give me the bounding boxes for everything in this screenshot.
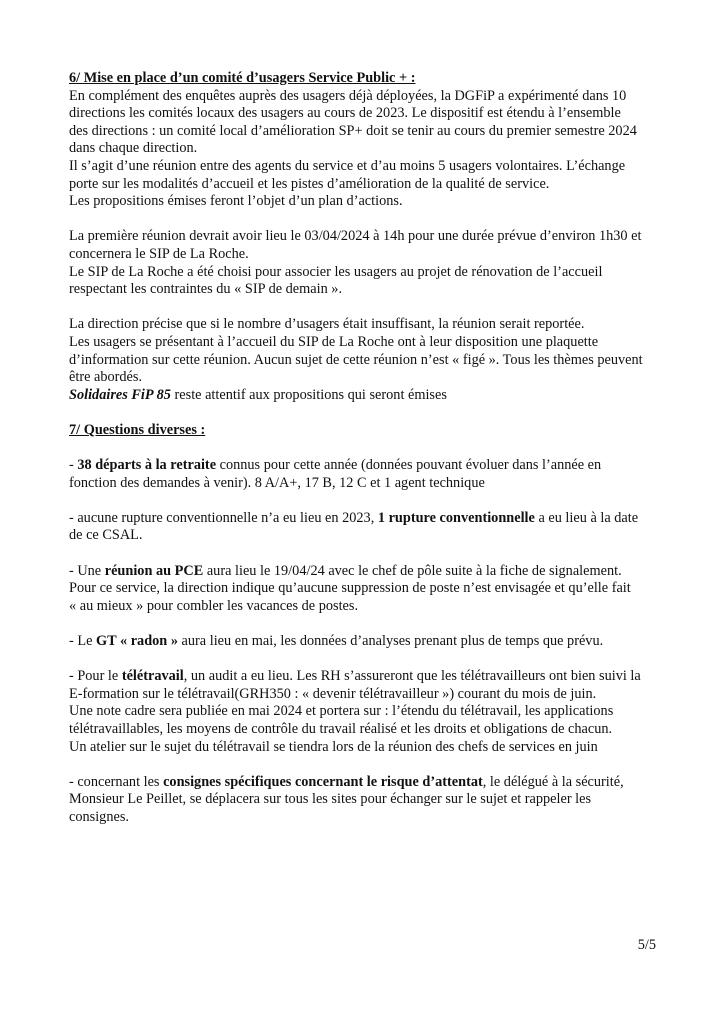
text-line: E-formation sur le télétravail(GRH350 : « devenir télétravailleur ») courant du mois de juin. <box>69 685 597 702</box>
item-highlight: 1 rupture conventionnelle <box>377 509 535 526</box>
section-7-heading: 7/ Questions diverses : <box>69 421 206 438</box>
text-line: fonction des demandes à venir). 8 A/A+, 17 B, 12 C et 1 agent technique <box>69 474 485 491</box>
paragraph-spacer <box>69 545 669 563</box>
item-text: a eu lieu à la date <box>534 509 639 526</box>
item-prefix: - <box>69 457 78 474</box>
text-line: porte sur les modalités d’accueil et les pistes d’amélioration de la qualité de service. <box>69 175 550 192</box>
paragraph-spacer <box>69 492 669 510</box>
item-text: , un audit a eu lieu. Les RH s’assureront que les télétravailleurs ont bien suivi la <box>183 668 641 685</box>
pce-meeting-item <box>69 563 669 616</box>
item-prefix: - Pour le <box>69 668 122 685</box>
text-line <box>69 774 669 792</box>
text-line: Le SIP de La Roche a été choisi pour associer les usagers au projet de rénovation de l’accueil <box>69 263 603 280</box>
text-line <box>69 457 669 475</box>
text-line: concernera le SIP de La Roche. <box>69 245 249 262</box>
item-text: - concernant les <box>69 773 164 790</box>
retirement-item <box>69 457 669 492</box>
page-number: 5/5 <box>637 937 656 953</box>
paragraph-spacer <box>69 651 669 669</box>
security-item <box>69 774 669 827</box>
text-line: « au mieux » pour combler les vacances de postes. <box>69 597 359 614</box>
text-line: d’information sur cette réunion. Aucun sujet de cette réunion n’est « figé ». Tous les thèmes peuvent <box>69 351 643 368</box>
text-line: La première réunion devrait avoir lieu le 03/04/2024 à 14h pour une durée prévue d’environ 1h30 et <box>69 228 642 245</box>
closing-text: reste attentif aux propositions qui seront émises <box>170 386 447 403</box>
text-line <box>69 633 669 651</box>
closing-statement <box>69 387 669 405</box>
section-6-paragraph-3 <box>69 316 669 404</box>
item-text: connus pour cette année (données pouvant évoluer dans l’année en <box>216 457 602 474</box>
section-6-paragraph-2 <box>69 228 669 298</box>
text-line <box>69 510 669 528</box>
teletravail-item <box>69 668 669 756</box>
item-text: aura lieu en mai, les données d’analyses prenant plus de temps que prévu. <box>177 633 604 649</box>
text-line: Les propositions émises feront l’objet d’un plan d’actions. <box>69 193 403 210</box>
paragraph-spacer <box>69 615 669 633</box>
section-6-paragraph-1 <box>69 88 669 211</box>
item-highlight: GT « radon » <box>96 633 178 649</box>
text-line: En complément des enquêtes auprès des usagers déjà déployées, la DGFiP a expérimenté dans 10 <box>69 87 627 104</box>
text-line: Un atelier sur le sujet du télétravail se tiendra lors de la réunion des chefs de services en juin <box>69 738 598 755</box>
item-prefix: - Le <box>69 633 96 649</box>
paragraph-spacer <box>69 211 669 229</box>
text-line <box>69 668 669 686</box>
paragraph-spacer <box>69 404 669 422</box>
document-page <box>69 70 669 827</box>
text-line: Pour ce service, la direction indique qu’aucune suppression de poste n’est envisagée et qu’elle fait <box>69 580 631 597</box>
text-line: respectant les contraintes du « SIP de demain ». <box>69 281 343 298</box>
text-line: des directions : un comité local d’amélioration SP+ doit se tenir au cours du premier semestre 2024 <box>69 122 637 139</box>
item-highlight: 38 départs à la retraite <box>77 457 217 474</box>
text-line: Il s’agit d’une réunion entre des agents du service et d’au moins 5 usagers volontaires. L’échange <box>69 157 626 174</box>
text-line: de ce CSAL. <box>69 527 143 544</box>
text-line: Une note cadre sera publiée en mai 2024 et portera sur : l’étendu du télétravail, les applications <box>69 703 614 720</box>
item-highlight: consignes spécifiques concernant le risque d’attentat <box>163 773 483 790</box>
text-line: Monsieur Le Peillet, se déplacera sur tous les sites pour échanger sur le sujet et rappeler les <box>69 791 592 808</box>
text-line: être abordés. <box>69 369 143 386</box>
item-text: , le délégué à la sécurité, <box>482 773 624 790</box>
text-line: dans chaque direction. <box>69 140 198 157</box>
item-prefix: - Une <box>69 562 105 579</box>
text-line: consignes. <box>69 808 129 825</box>
radon-item <box>69 633 669 651</box>
text-line: Les usagers se présentant à l’accueil du SIP de La Roche ont à leur disposition une plaquette <box>69 333 599 350</box>
section-6-heading: 6/ Mise en place d’un comité d’usagers Service Public + : <box>69 70 416 86</box>
organization-name: Solidaires FiP 85 <box>69 386 171 403</box>
item-highlight: réunion au PCE <box>104 562 204 579</box>
text-line <box>69 563 669 581</box>
paragraph-spacer <box>69 756 669 774</box>
text-line: télétravaillables, les moyens de contrôle du travail réalisé et les droits et obligations de chacun. <box>69 720 613 737</box>
paragraph-spacer <box>69 299 669 317</box>
rupture-item <box>69 510 669 545</box>
paragraph-spacer <box>69 439 669 457</box>
item-text: - aucune rupture conventionnelle n’a eu lieu en 2023, <box>69 509 378 526</box>
text-line: directions les comités locaux des usagers au cours de 2023. Le dispositif est étendu à l’ensemble <box>69 105 621 122</box>
text-line: La direction précise que si le nombre d’usagers était insuffisant, la réunion serait reportée. <box>69 316 585 333</box>
item-highlight: télétravail <box>121 668 184 685</box>
item-text: aura lieu le 19/04/24 avec le chef de pôle suite à la fiche de signalement. <box>203 562 622 579</box>
